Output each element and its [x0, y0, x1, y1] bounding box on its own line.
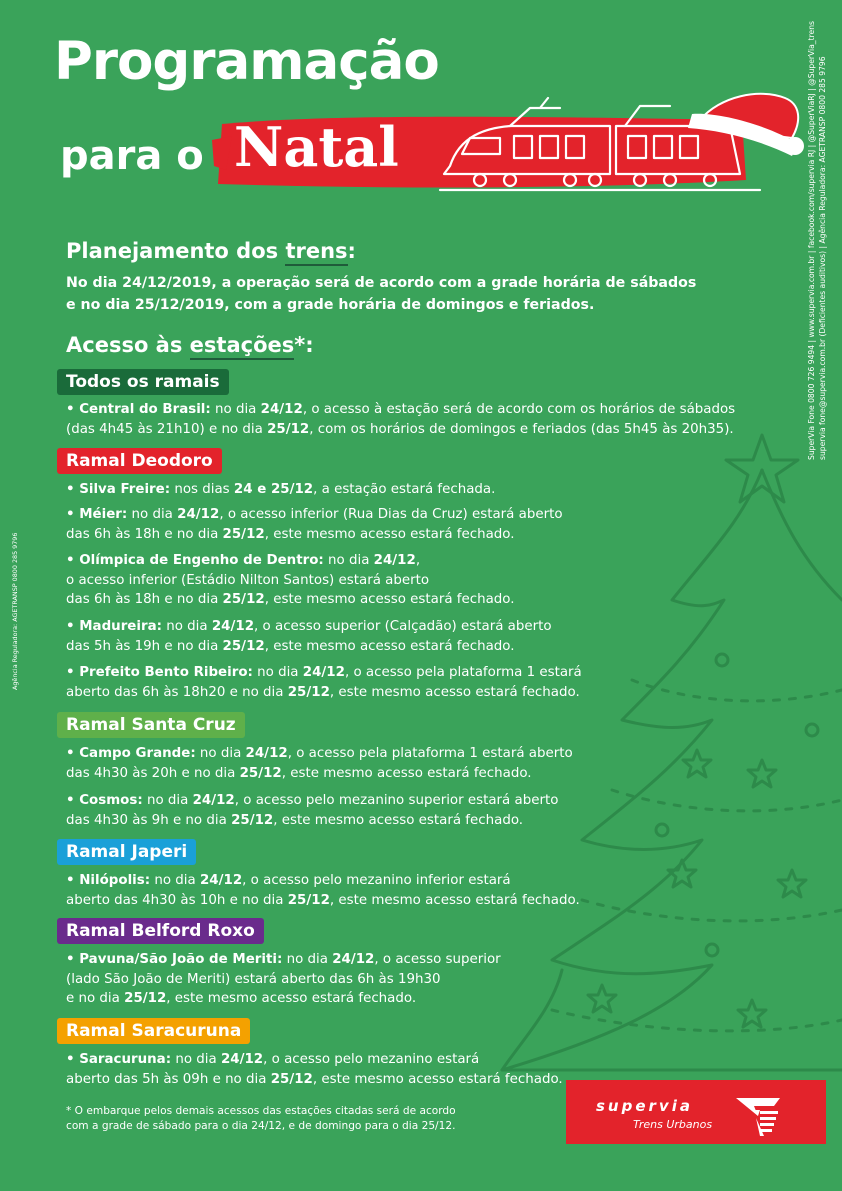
contact-line-1: SuperVia Fone 0800 726 9494 | www.supervia.com.br | facebook.com/supervia RJ | @SuperViaRJ | @SuperVia_trens	[807, 21, 816, 460]
supervia-logo	[566, 1080, 826, 1144]
contact-line-2: supervia fone@supervia.com.br (Deficientes auditivos) | Agência Reguladora: AGETRANSP 0800 285 9796	[818, 56, 827, 460]
santa-hat-icon	[688, 94, 804, 156]
station-central-do-brasil: • Central do Brasil: no dia 24/12, o acesso à estação será de acordo com os horários de sábados (das 4h45 às 21h10) e no dia 25/12, com os horários de domingos e feriados (das 5h45 às 20h35).	[66, 402, 736, 437]
station-madureira: • Madureira: no dia 24/12, o acesso superior (Calçadão) estará aberto das 5h às 19h e no dia 25/12, este mesmo acesso estará fechado.	[66, 619, 552, 654]
station-nilopolis: • Nilópolis: no dia 24/12, o acesso pelo mezanino inferior estará aberto das 4h30 às 10h e no dia 25/12, este mesmo acesso estará fechado.	[66, 873, 580, 908]
station-cosmos: • Cosmos: no dia 24/12, o acesso pelo mezanino superior estará aberto das 4h30 às 9h e no dia 25/12, este mesmo acesso estará fechado.	[66, 793, 559, 828]
station-meier: • Méier: no dia 24/12, o acesso inferior (Rua Dias da Cruz) estará aberto das 6h às 18h e no dia 25/12, este mesmo acesso estará fechado.	[66, 507, 563, 542]
title-para-o: para o	[60, 133, 204, 179]
station-silva-freire: • Silva Freire: nos dias 24 e 25/12, a estação estará fechada.	[66, 482, 496, 497]
station-prefeito-bento-ribeiro: • Prefeito Bento Ribeiro: no dia 24/12, o acesso pela plataforma 1 estará aberto das 6h às 18h20 e no dia 25/12, este mesmo acesso estará fechado.	[66, 665, 582, 700]
regulator-text: Agência Reguladora: AGETRANSP 0800 285 9796	[11, 532, 19, 690]
station-olimpica-engenho-de-dentro: • Olímpica de Engenho de Dentro: no dia 24/12, o acesso inferior (Estádio Nilton Santos) estará aberto das 6h às 18h e no dia 25/12, este mesmo acesso estará fechado.	[66, 553, 515, 607]
station-saracuruna: • Saracuruna: no dia 24/12, o acesso pelo mezanino estará aberto das 5h às 09h e no dia 25/12, este mesmo acesso estará fechado.	[66, 1052, 563, 1087]
badge-ramal-deodoro: Ramal Deodoro	[57, 448, 222, 474]
acesso-heading: Acesso às estações*:	[66, 332, 314, 358]
badge-todos-os-ramais: Todos os ramais	[57, 369, 229, 395]
badge-ramal-saracuruna: Ramal Saracuruna	[57, 1018, 250, 1044]
footnote: * O embarque pelos demais acessos das estações citadas será de acordo com a grade de sábado para o dia 24/12, e de domingo para o dia 25/12.	[66, 1105, 456, 1132]
badge-ramal-santa-cruz: Ramal Santa Cruz	[57, 712, 245, 738]
badge-ramal-belford-roxo: Ramal Belford Roxo	[57, 918, 264, 944]
station-pavuna-sao-joao-de-meriti: • Pavuna/São João de Meriti: no dia 24/12, o acesso superior (lado São João de Meriti) estará aberto das 6h às 19h30 e no dia 25/12, este mesmo acesso estará fechado.	[66, 952, 501, 1006]
train-illustration	[430, 86, 820, 206]
badge-ramal-japeri: Ramal Japeri	[57, 839, 196, 865]
title-programacao: Programação	[54, 31, 439, 92]
regulator-info-vertical	[10, 520, 26, 690]
logo-subtitle: Trens Urbanos	[633, 1118, 713, 1131]
logo-name: supervia	[596, 1097, 693, 1115]
title-natal: Natal	[234, 115, 399, 179]
planejamento-heading: Planejamento dos trens:	[66, 238, 356, 264]
contact-info-vertical	[806, 21, 838, 460]
supervia-mark-icon	[734, 1094, 782, 1140]
planejamento-text: No dia 24/12/2019, a operação será de acordo com a grade horária de sábados e no dia 25/12/2019, com a grade horária de domingos e feriados.	[66, 275, 697, 313]
station-campo-grande: • Campo Grande: no dia 24/12, o acesso pela plataforma 1 estará aberto das 4h30 às 20h e no dia 25/12, este mesmo acesso estará fechado.	[66, 746, 573, 781]
